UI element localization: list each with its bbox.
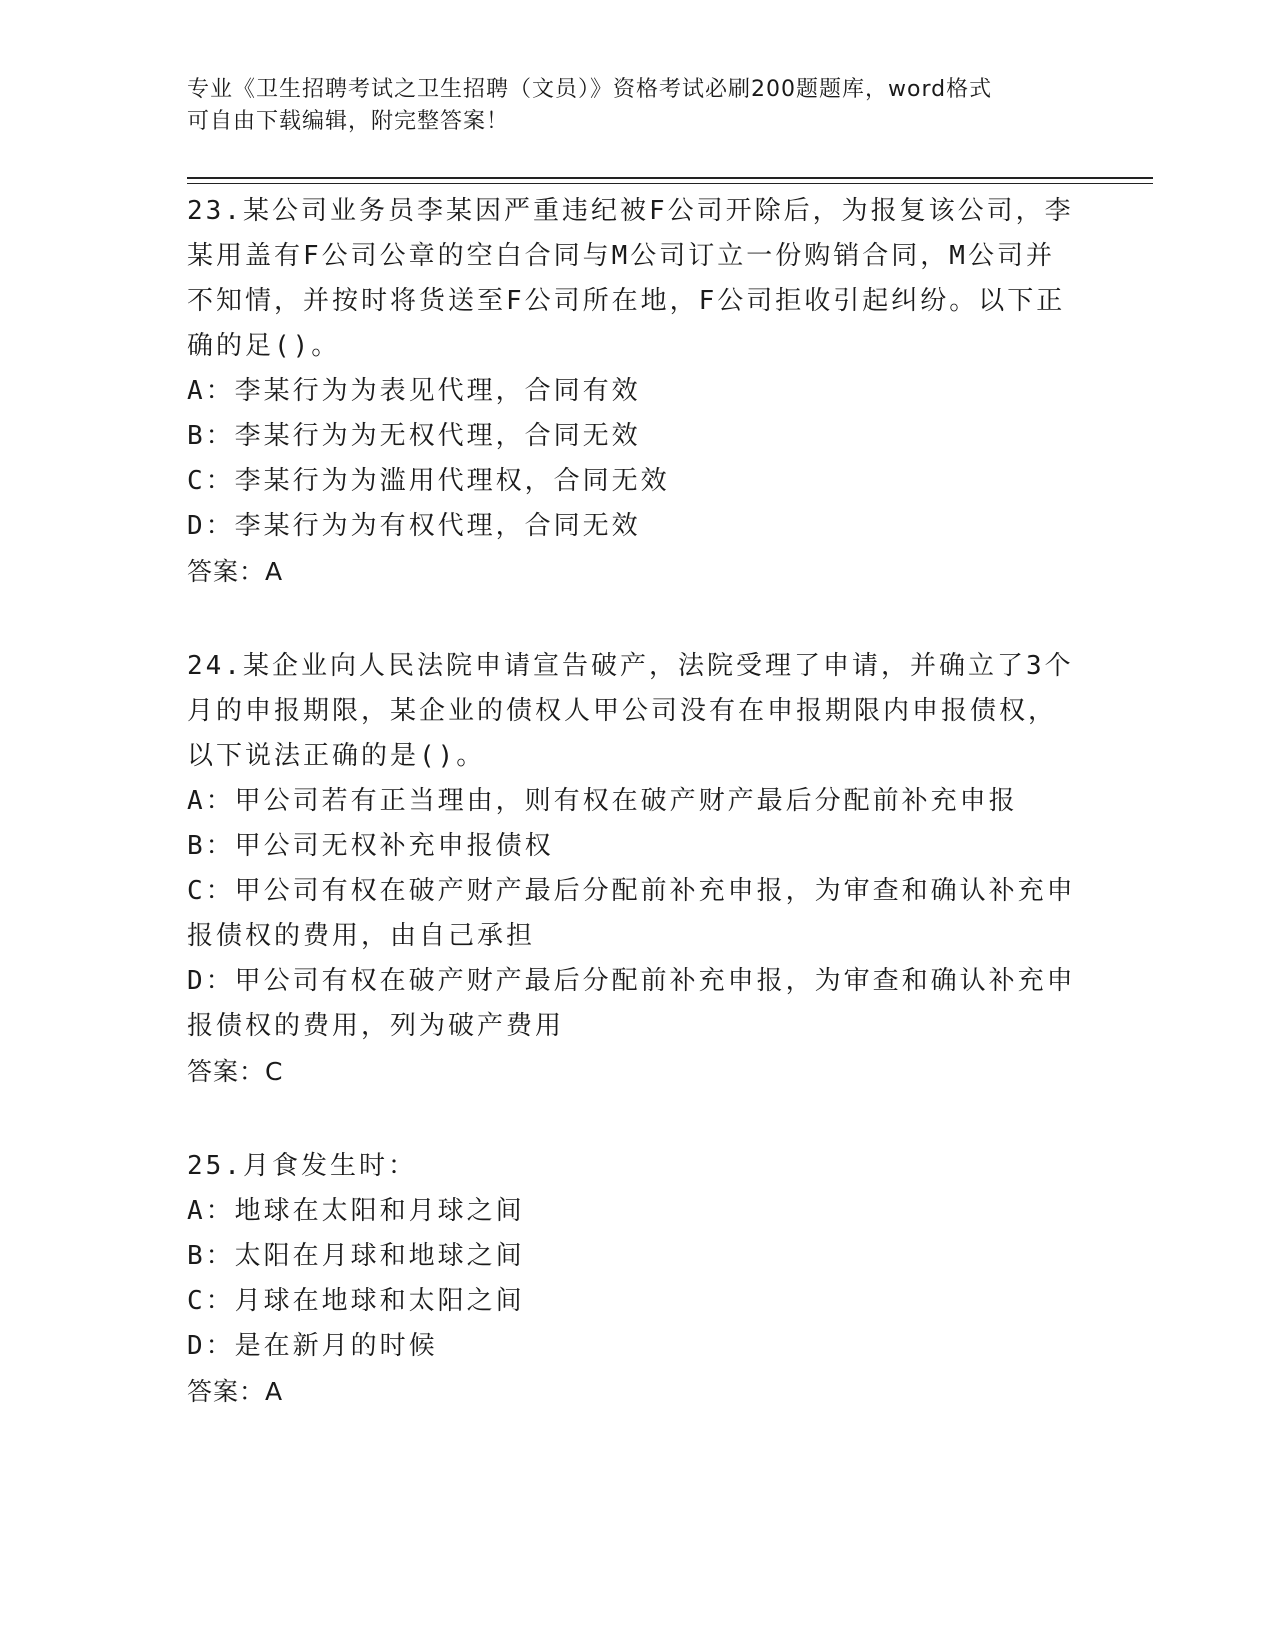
answer-line: 答案：C: [187, 1057, 284, 1086]
question-24: [187, 644, 1087, 1094]
header-line-2: 可自由下载编辑，附完整答案！: [187, 109, 510, 134]
question-text-line: 23.某公司业务员李某因严重违纪被F公司开除后，为报复该公司，李: [187, 196, 1074, 226]
question-text-line: 某用盖有F公司公章的空白合同与M公司订立一份购销合同，M公司并: [187, 241, 1055, 271]
question-text-line: 以下说法正确的是()。: [187, 741, 486, 771]
question-text-line: 不知情，并按时将货送至F公司所在地，F公司拒收引起纠纷。以下正: [187, 286, 1066, 316]
option-a: A：李某行为为表见代理，合同有效: [187, 376, 641, 406]
answer-line: 答案：A: [187, 1377, 284, 1406]
question-25: [187, 1144, 1087, 1414]
option-b: B：甲公司无权补充申报债权: [187, 831, 554, 861]
header-line-1: 专业《卫生招聘考试之卫生招聘（文员）》资格考试必刷200题题库，word格式: [187, 77, 993, 102]
option-c: C：月球在地球和太阳之间: [187, 1286, 525, 1316]
option-d-continued: 报债权的费用，列为破产费用: [187, 1011, 565, 1041]
option-d: D：甲公司有权在破产财产最后分配前补充申报，为审查和确认补充申: [187, 966, 1076, 996]
document-header: [187, 74, 1087, 138]
header-divider-thick: [187, 177, 1153, 179]
question-text-line: 确的足()。: [187, 331, 341, 361]
option-c: C：李某行为为滥用代理权，合同无效: [187, 466, 670, 496]
option-b: B：太阳在月球和地球之间: [187, 1241, 525, 1271]
option-a: A：甲公司若有正当理由，则有权在破产财产最后分配前补充申报: [187, 786, 1018, 816]
option-d: D：李某行为为有权代理，合同无效: [187, 511, 641, 541]
option-d: D：是在新月的时候: [187, 1331, 438, 1361]
option-b: B：李某行为为无权代理，合同无效: [187, 421, 641, 451]
question-text-line: 24.某企业向人民法院申请宣告破产，法院受理了申请，并确立了3个: [187, 651, 1074, 681]
question-text-line: 月的申报期限，某企业的债权人甲公司没有在申报期限内申报债权，: [187, 696, 1058, 726]
header-divider-thin: [187, 183, 1153, 184]
option-a: A：地球在太阳和月球之间: [187, 1196, 525, 1226]
question-text-line: 25.月食发生时：: [187, 1151, 417, 1181]
question-23: [187, 189, 1087, 594]
answer-line: 答案：A: [187, 557, 284, 586]
option-c-continued: 报债权的费用，由自己承担: [187, 921, 536, 951]
option-c: C：甲公司有权在破产财产最后分配前补充申报，为审查和确认补充申: [187, 876, 1076, 906]
